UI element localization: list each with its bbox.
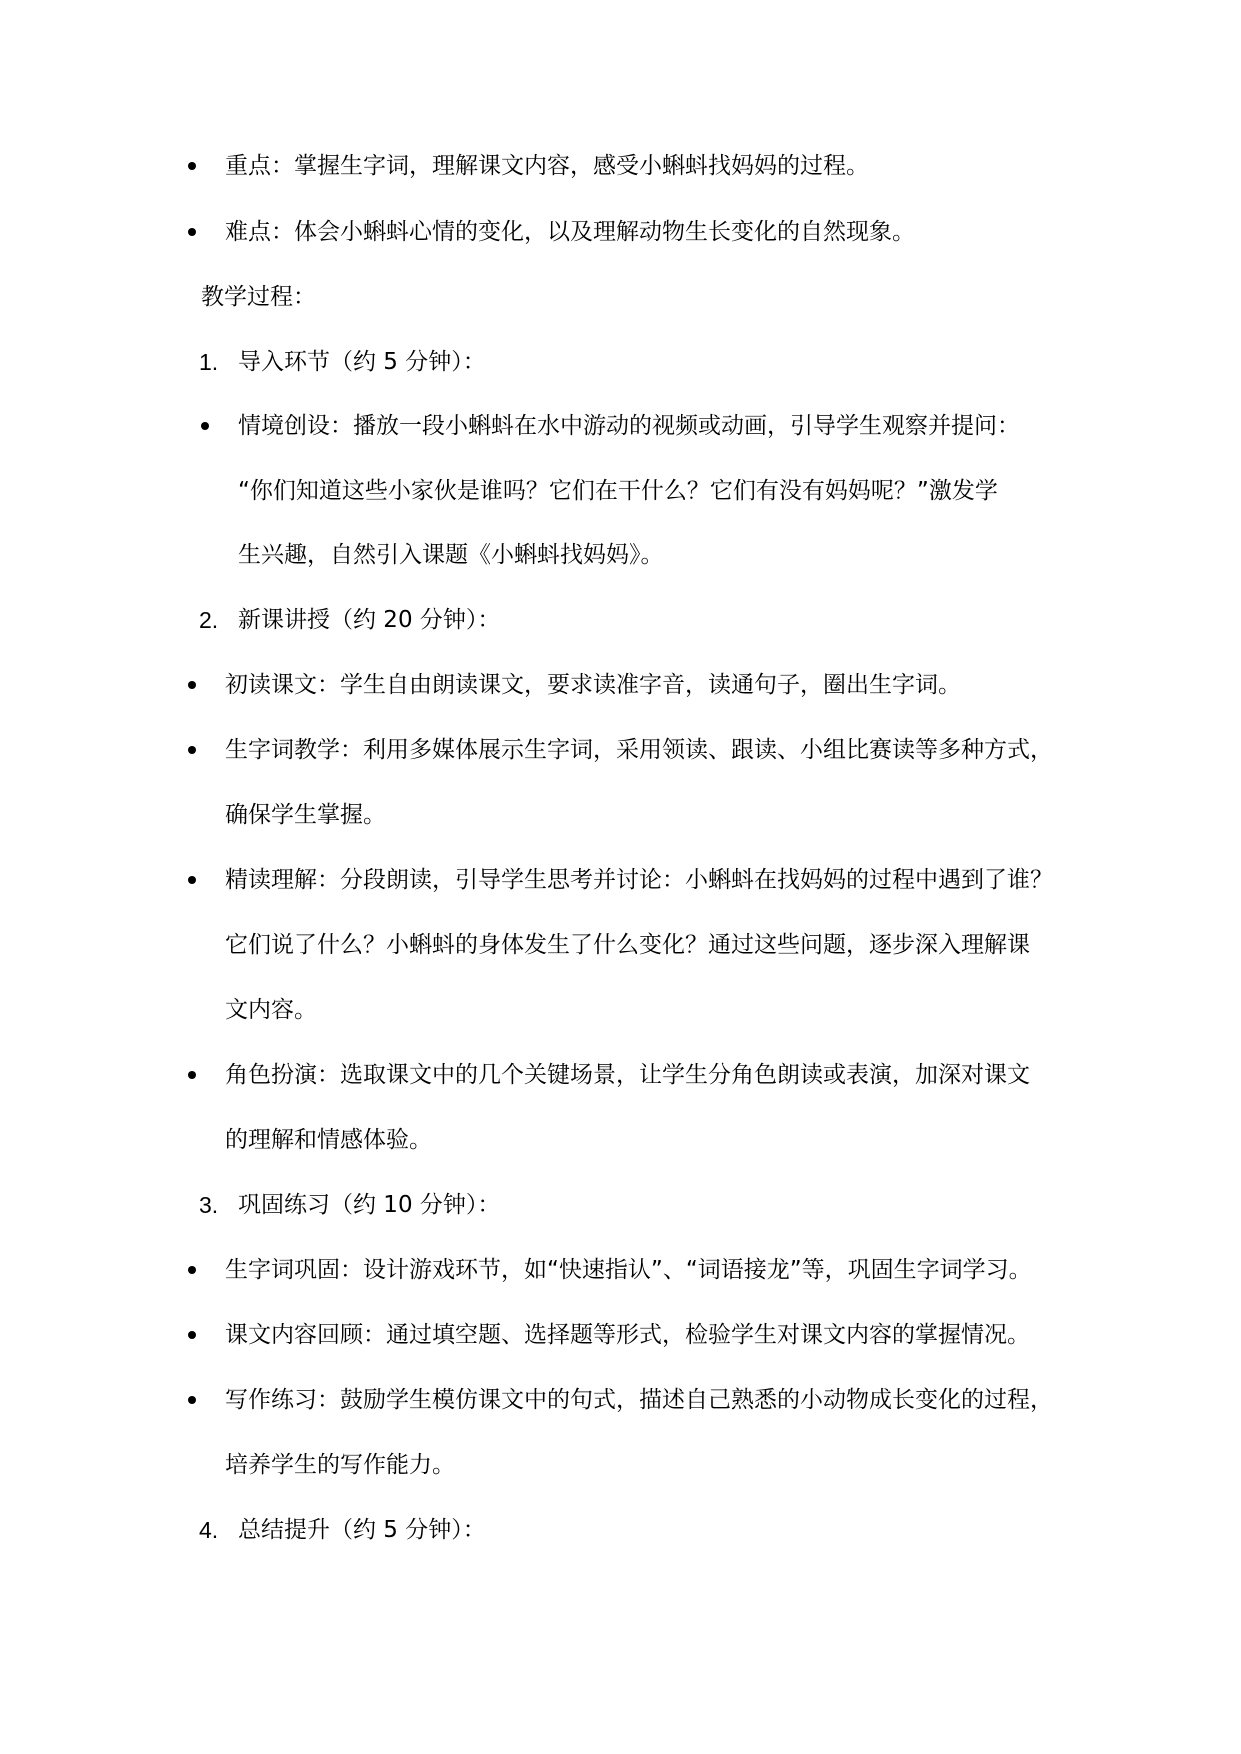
list-item-line: 情境创设：播放一段小蝌蚪在水中游动的视频或动画，引导学生观察并提问： xyxy=(238,413,1020,439)
bullet-dot xyxy=(188,681,196,689)
list-item-line: 文内容。 xyxy=(225,997,317,1023)
bullet-dot xyxy=(188,1331,196,1339)
section-number: 1. xyxy=(199,349,219,375)
bullet-dot xyxy=(201,422,209,430)
section-title: 新课讲授（约 20 分钟）： xyxy=(238,607,501,633)
process-heading: 教学过程： xyxy=(201,284,316,310)
bullet-dot xyxy=(188,228,196,236)
focus-point-1: 重点：掌握生字词，理解课文内容，感受小蝌蚪找妈妈的过程。 xyxy=(225,153,869,179)
list-item-line: 角色扮演：选取课文中的几个关键场景，让学生分角色朗读或表演，加深对课文 xyxy=(225,1062,1030,1088)
list-item-line: 培养学生的写作能力。 xyxy=(225,1452,455,1478)
section-number: 4. xyxy=(199,1517,219,1543)
bullet-dot xyxy=(188,1266,196,1274)
list-item-line: 生字词巩固：设计游戏环节，如“快速指认”、“词语接龙”等，巩固生字词学习。 xyxy=(225,1257,1032,1283)
bullet-dot xyxy=(188,876,196,884)
list-item-line: 确保学生掌握。 xyxy=(225,802,386,828)
list-item-line: 初读课文：学生自由朗读课文，要求读准字音，读通句子，圈出生字词。 xyxy=(225,672,961,698)
bullet-dot xyxy=(188,1396,196,1404)
section-number: 2. xyxy=(199,607,219,633)
section-title: 巩固练习（约 10 分钟）： xyxy=(238,1192,501,1218)
list-item-line: 课文内容回顾：通过填空题、选择题等形式，检验学生对课文内容的掌握情况。 xyxy=(225,1322,1030,1348)
list-item-line: 生兴趣，自然引入课题《小蝌蚪找妈妈》。 xyxy=(238,542,664,568)
section-number: 3. xyxy=(199,1192,219,1218)
bullet-dot xyxy=(188,1071,196,1079)
focus-point-2: 难点：体会小蝌蚪心情的变化，以及理解动物生长变化的自然现象。 xyxy=(225,219,915,245)
list-item-line: 写作练习：鼓励学生模仿课文中的句式，描述自己熟悉的小动物成长变化的过程， xyxy=(225,1387,1053,1413)
bullet-dot xyxy=(188,746,196,754)
list-item-line: 它们说了什么？小蝌蚪的身体发生了什么变化？通过这些问题，逐步深入理解课 xyxy=(225,932,1030,958)
bullet-dot xyxy=(188,162,196,170)
list-item-line: 的理解和情感体验。 xyxy=(225,1127,432,1153)
list-item-line: “你们知道这些小家伙是谁吗？它们在干什么？它们有没有妈妈呢？”激发学 xyxy=(238,478,998,504)
section-title: 总结提升（约 5 分钟）： xyxy=(238,1517,486,1543)
list-item-line: 精读理解：分段朗读，引导学生思考并讨论：小蝌蚪在找妈妈的过程中遇到了谁？ xyxy=(225,867,1053,893)
section-title: 导入环节（约 5 分钟）： xyxy=(238,349,486,375)
list-item-line: 生字词教学：利用多媒体展示生字词，采用领读、跟读、小组比赛读等多种方式， xyxy=(225,737,1053,763)
